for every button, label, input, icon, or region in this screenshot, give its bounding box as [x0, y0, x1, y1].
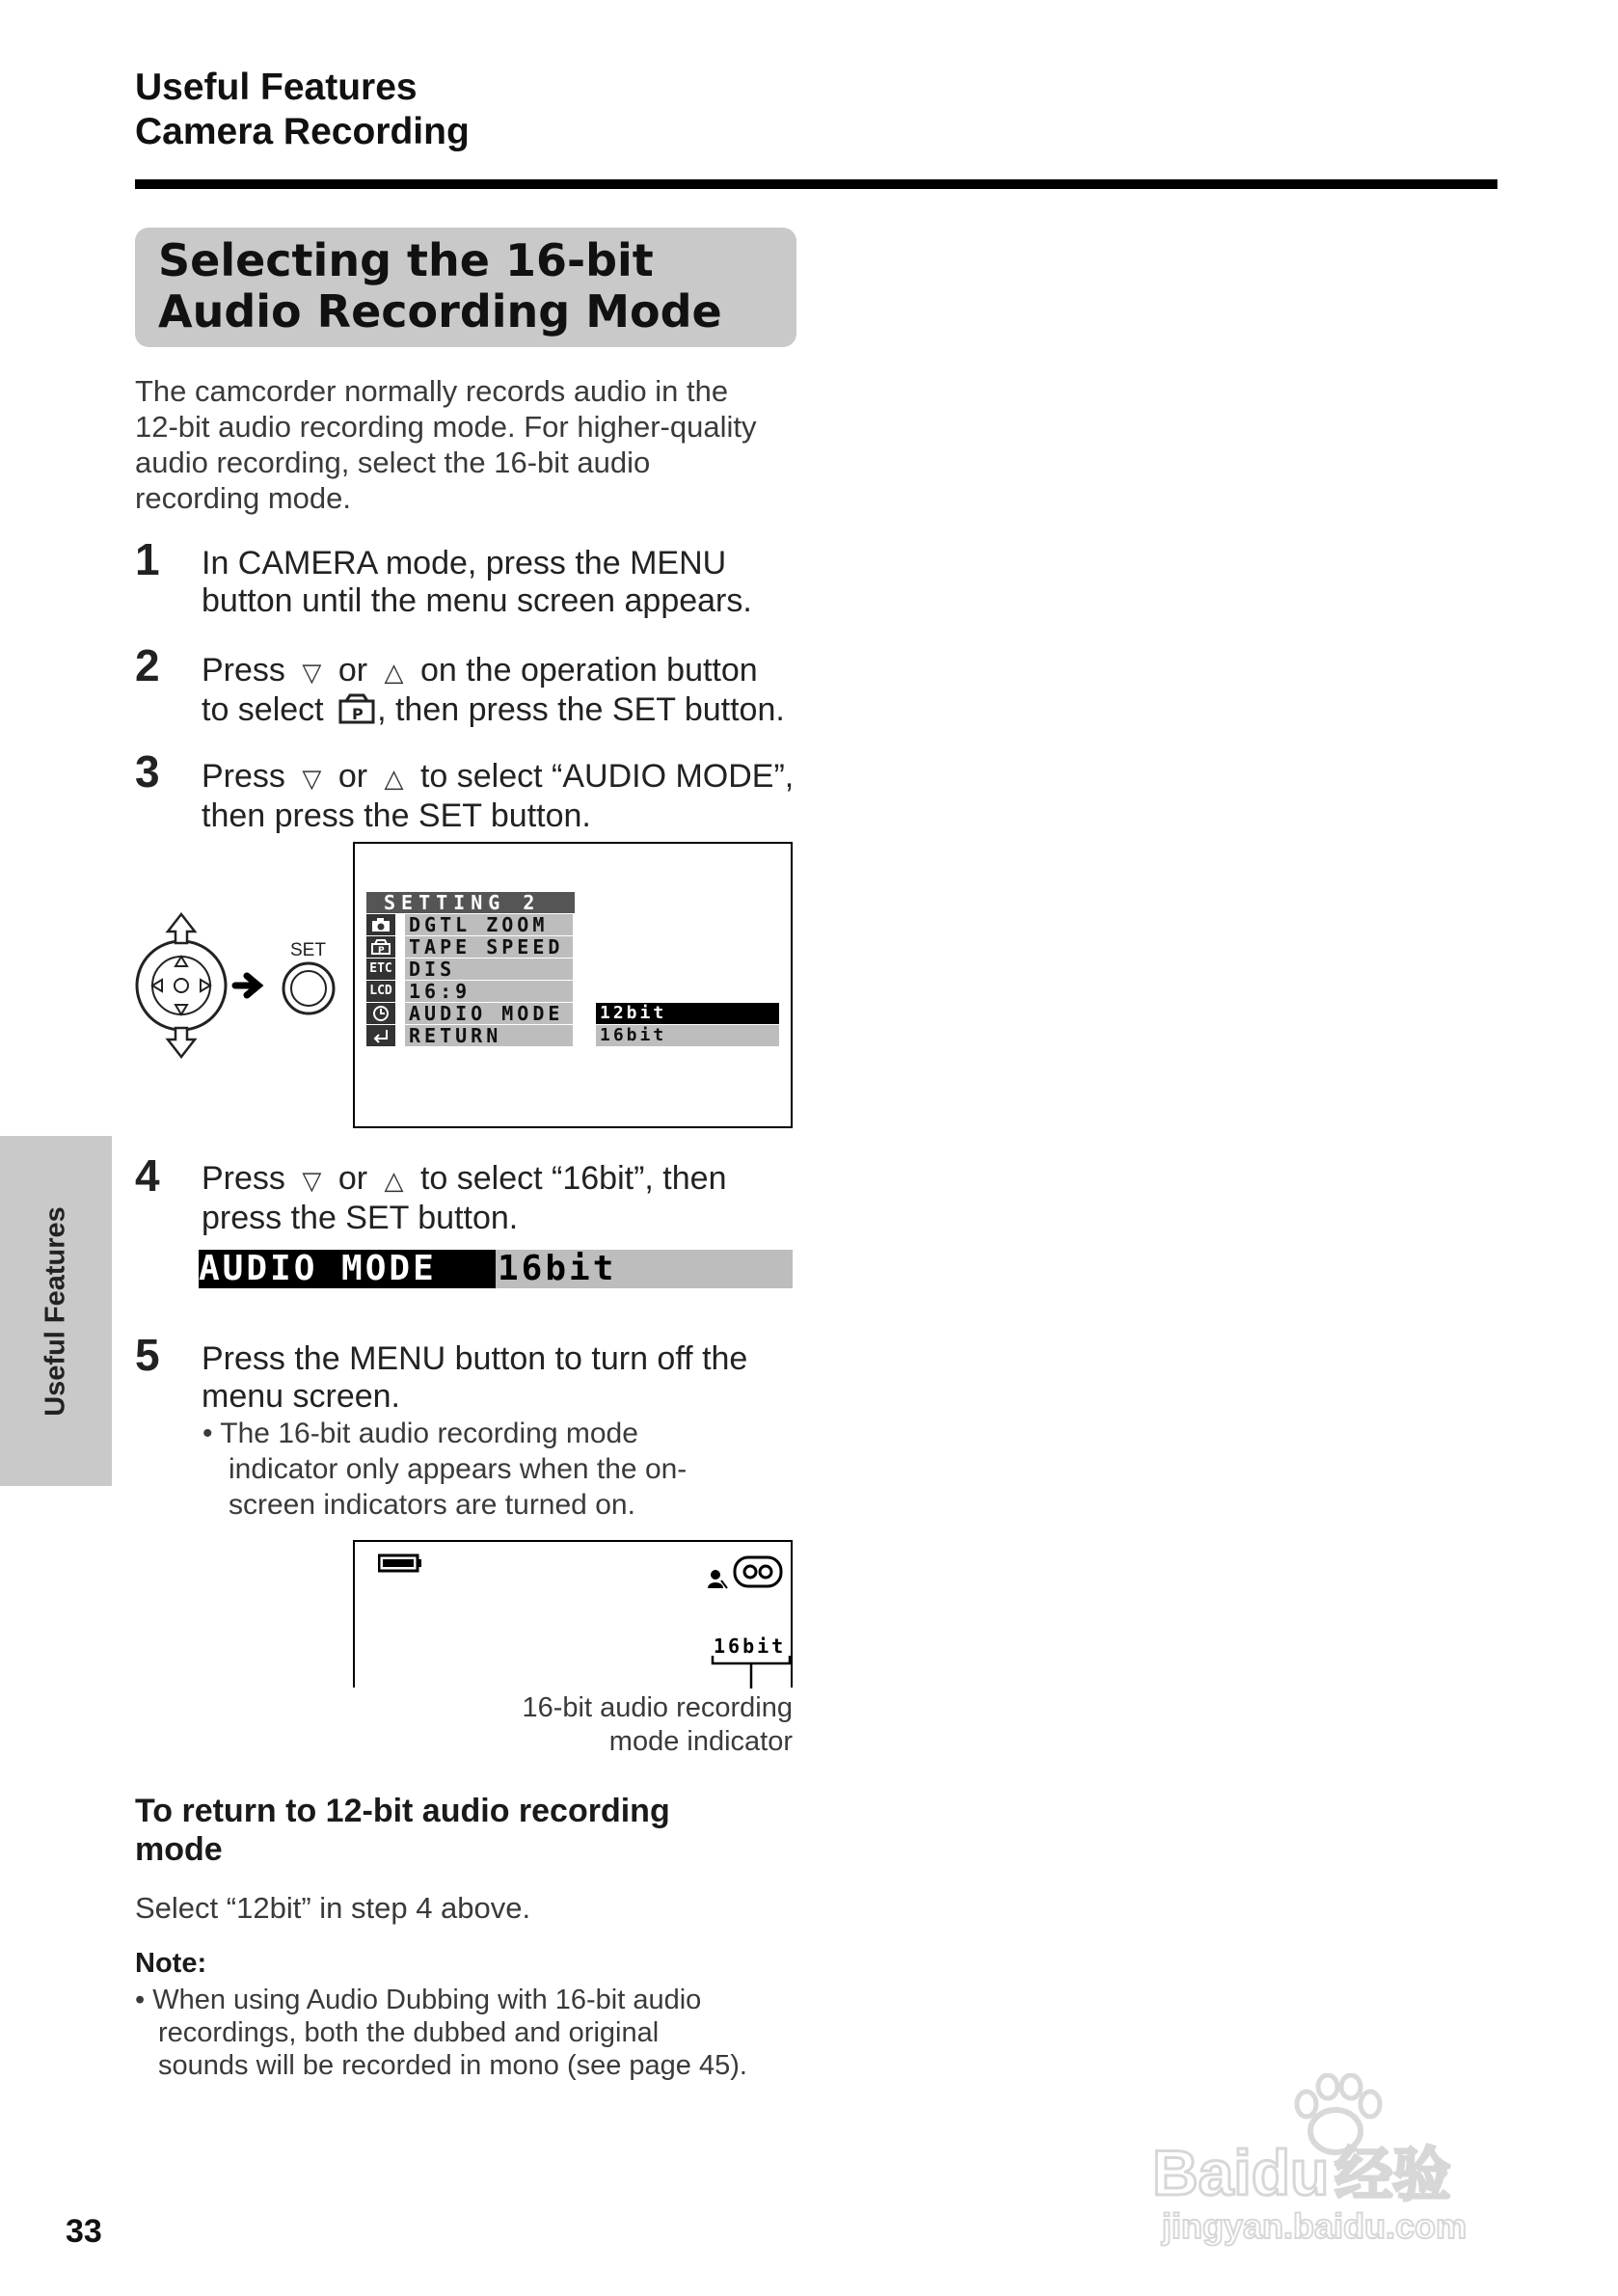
- step-4-or: or: [337, 1160, 368, 1197]
- step-2-to-select: to select: [202, 691, 324, 728]
- side-tab-label: Useful Features: [40, 1206, 71, 1417]
- down-triangle-icon: ▽: [302, 1166, 322, 1195]
- step-2-press: Press: [202, 652, 285, 689]
- settings-page-icon: [338, 693, 377, 724]
- step-2-text: [202, 652, 785, 729]
- page-number: 33: [66, 2213, 102, 2250]
- bullet-line: indicator only appears when the on-: [229, 1453, 688, 1485]
- indicator-caption: [424, 1691, 793, 1759]
- note-line: recordings, both the dubbed and original: [158, 2017, 660, 2048]
- note-text: [135, 1984, 747, 2082]
- option-12bit: 12bit: [596, 1003, 779, 1024]
- person-icon: [706, 1567, 729, 1590]
- intro-paragraph: [135, 373, 800, 516]
- step-1-number: 1: [135, 534, 160, 584]
- return-heading: [135, 1792, 670, 1869]
- intro-line: The camcorder normally records audio in the: [135, 374, 729, 408]
- step-1-line: In CAMERA mode, press the MENU: [202, 545, 727, 581]
- step-4-line-2: press the SET button.: [202, 1200, 519, 1236]
- tape-cassette-icon: [733, 1555, 783, 1588]
- step-5-number: 5: [135, 1330, 160, 1380]
- operation-button-diagram: [127, 908, 368, 1063]
- step-3-line-2: then press the SET button.: [202, 797, 591, 834]
- note-heading: Note:: [135, 1948, 207, 1979]
- caption-line: 16-bit audio recording: [522, 1692, 793, 1723]
- menu-item-label: DIS: [405, 959, 573, 980]
- lcd-icon: LCD: [366, 981, 395, 1002]
- intro-line: 12-bit audio recording mode. For higher-quality: [135, 410, 757, 444]
- step-2-line-1: [202, 652, 785, 691]
- title-line-1: Selecting the 16-bit: [158, 234, 654, 286]
- menu-item-label: 16:9: [405, 981, 573, 1002]
- menu-item-label: RETURN: [405, 1025, 573, 1046]
- menu-item-label: TAPE SPEED: [405, 936, 573, 958]
- header-section: [135, 66, 470, 154]
- step-5-bullet: [202, 1416, 687, 1523]
- return-heading-line: To return to 12-bit audio recording: [135, 1793, 670, 1829]
- step-2-number: 2: [135, 640, 160, 690]
- step-4-line-1: [202, 1160, 726, 1200]
- step-4-text: [202, 1160, 726, 1237]
- step-3-line-1: [202, 758, 794, 797]
- 16bit-indicator: 16bit: [714, 1634, 787, 1658]
- clock-icon: [366, 1003, 395, 1024]
- section-title: [135, 228, 796, 347]
- note-line: • When using Audio Dubbing with 16-bit audio: [135, 1985, 702, 2015]
- svg-text:P: P: [352, 705, 364, 723]
- step-3-number: 3: [135, 746, 160, 797]
- set-label: SET: [290, 940, 326, 960]
- watermark-cn: 经验: [1335, 2143, 1451, 2207]
- step-5-text: [202, 1340, 747, 1416]
- watermark-url: jingyan.baidu.com: [1162, 2206, 1468, 2246]
- title-line-2: Audio Recording Mode: [158, 285, 722, 338]
- return-icon: [366, 1025, 395, 1046]
- step-2-or: or: [337, 652, 368, 689]
- svg-text:P: P: [378, 946, 385, 955]
- watermark-brand: Bai: [1152, 2137, 1252, 2208]
- operation-button-icon: [137, 914, 226, 1057]
- menu-item-label: DGTL ZOOM: [405, 914, 573, 935]
- battery-icon: [378, 1553, 422, 1573]
- audio-mode-bar: [199, 1250, 793, 1288]
- step-5-line: menu screen.: [202, 1378, 400, 1415]
- up-triangle-icon: △: [384, 764, 404, 793]
- menu-title: SETTING 2: [366, 892, 575, 913]
- side-tab: [0, 1136, 112, 1486]
- menu-item-label: AUDIO MODE: [405, 1003, 573, 1024]
- caption-line: mode indicator: [608, 1726, 793, 1757]
- arrow-right-icon: [235, 976, 258, 995]
- step-3-text: [202, 758, 794, 835]
- return-heading-line: mode: [135, 1831, 223, 1868]
- step-4-rest: to select “16bit”, then: [419, 1160, 727, 1197]
- step-5-line: Press the MENU button to turn off the: [202, 1340, 748, 1377]
- step-2-rest: on the operation button: [419, 652, 758, 689]
- step-4-press: Press: [202, 1160, 285, 1197]
- step-3-press: Press: [202, 758, 285, 795]
- step-2-then: , then press the SET button.: [377, 691, 785, 728]
- audio-mode-value: 16bit: [498, 1249, 617, 1288]
- bullet-line: screen indicators are turned on.: [229, 1489, 635, 1521]
- watermark-brand-du: du: [1251, 2137, 1330, 2208]
- etc-icon: ETC: [366, 959, 395, 980]
- note-line: sounds will be recorded in mono (see page 45).: [158, 2050, 747, 2081]
- down-triangle-icon: ▽: [302, 764, 322, 793]
- down-triangle-icon: ▽: [302, 658, 322, 687]
- step-3-or: or: [337, 758, 368, 795]
- menu-screen: [353, 842, 793, 1128]
- option-16bit: 16bit: [596, 1025, 779, 1046]
- audio-mode-label: AUDIO MODE: [199, 1250, 496, 1288]
- up-triangle-icon: △: [384, 658, 404, 687]
- return-text: Select “12bit” in step 4 above.: [135, 1891, 531, 1925]
- header-line-2: Camera Recording: [135, 111, 470, 152]
- indicator-bracket: [710, 1656, 795, 1688]
- baidu-watermark: [1152, 2073, 1557, 2247]
- set-button-icon: [283, 963, 334, 1013]
- viewfinder-screen: [353, 1540, 793, 1688]
- tape-icon: [366, 936, 395, 958]
- step-2-line-2: [202, 691, 785, 729]
- intro-line: audio recording, select the 16-bit audio: [135, 446, 651, 479]
- step-1-line: button until the menu screen appears.: [202, 582, 752, 619]
- intro-line: recording mode.: [135, 481, 352, 515]
- up-triangle-icon: △: [384, 1166, 404, 1195]
- bullet-line: • The 16-bit audio recording mode: [202, 1418, 638, 1449]
- step-3-rest: to select “AUDIO MODE”,: [419, 758, 795, 795]
- step-1-text: [202, 545, 752, 620]
- header-line-1: Useful Features: [135, 67, 418, 108]
- camera-icon: [366, 914, 395, 935]
- header-rule: [135, 179, 1497, 189]
- step-4-number: 4: [135, 1150, 160, 1201]
